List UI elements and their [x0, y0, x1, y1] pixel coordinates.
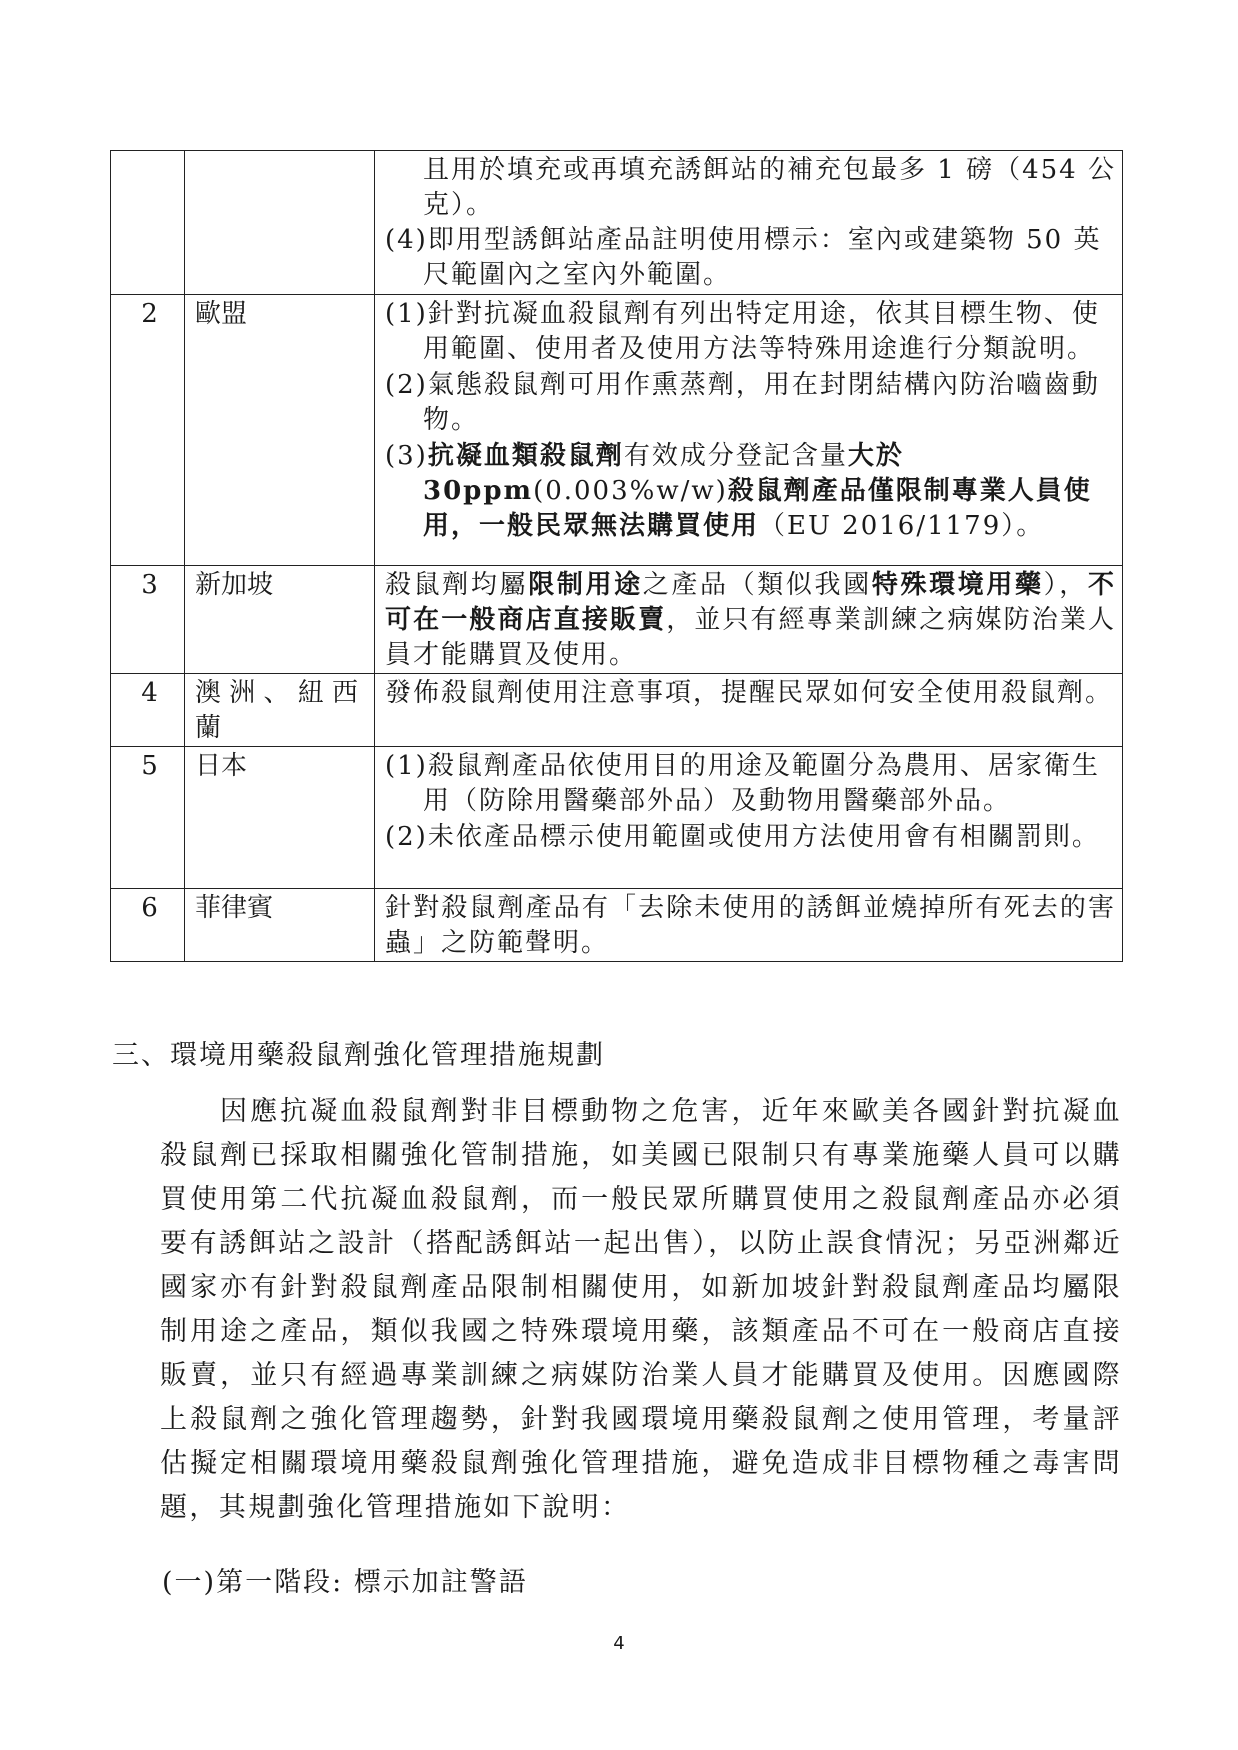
- plain-text: 殺鼠劑均屬: [385, 570, 529, 600]
- country-cell: 日本: [185, 747, 375, 889]
- list-item: (2)未依產品標示使用範圍或使用方法使用會有相關罰則。: [385, 822, 1100, 852]
- bold-text: 限制用途: [528, 570, 643, 600]
- bold-text: 大於 30ppm: [423, 441, 904, 506]
- content-cell: [375, 889, 1123, 962]
- row-number-cell: 5: [111, 747, 185, 889]
- section-heading: 三、環境用藥殺鼠劑強化管理措施規劃: [112, 1040, 605, 1071]
- row-number-cell: 3: [111, 566, 185, 674]
- table-row: [111, 674, 1123, 747]
- table-row: [111, 295, 1123, 566]
- list-item: (4)即用型誘餌站產品註明使用標示：室內或建築物 50 英尺範圍內之室內外範圍。: [385, 225, 1102, 290]
- regulation-table: [110, 150, 1123, 962]
- body-paragraph: 因應抗凝血殺鼠劑對非目標動物之危害，近年來歐美各國針對抗凝血殺鼠劑已採取相關強化管制措施，如美國已限制只有專業施藥人員可以購買使用第二代抗凝血殺鼠劑，而一般民眾所購買使用之殺鼠劑產品亦必須要有誘餌站之設計（搭配誘餌站一起出售），以防止誤食情況；另亞洲鄰近國家亦有針對殺鼠劑產品限制相關使用，如新加坡針對殺鼠劑產品均屬限制用途之產品，類似我國之特殊環境用藥，該類產品不可在一般商店直接販賣，並只有經過專業訓練之病媒防治業人員才能購買及使用。因應國際上殺鼠劑之強化管理趨勢，針對我國環境用藥殺鼠劑之使用管理，考量評估擬定相關環境用藥殺鼠劑強化管理措施，避免造成非目標物種之毒害問題，其規劃強化管理措施如下說明：: [160, 1096, 1122, 1523]
- content-cell: [375, 747, 1123, 889]
- list-item: 且用於填充或再填充誘餌站的補充包最多 1 磅（454 公克）。: [423, 155, 1116, 220]
- country-cell: [185, 151, 375, 295]
- bold-text: 抗凝血類殺鼠劑: [427, 441, 624, 471]
- country-cell: 菲律賓: [185, 889, 375, 962]
- plain-text: ，並只有經專業訓練之病媒防治業人員才能購買及使用。: [385, 605, 1116, 670]
- row-number-cell: [111, 151, 185, 295]
- page-number: 4: [613, 1633, 625, 1654]
- table-row: [111, 566, 1123, 674]
- plain-text: ），: [1043, 570, 1088, 600]
- phase-heading: (一)第一階段: 標示加註警語: [162, 1567, 528, 1598]
- list-item: (1)針對抗凝血殺鼠劑有列出特定用途，依其目標生物、使用範圍、使用者及使用方法等特殊用途進行分類說明。: [385, 299, 1100, 364]
- cell-paragraph: 發佈殺鼠劑使用注意事項，提醒民眾如何安全使用殺鼠劑。: [385, 678, 1114, 708]
- country-cell: 新加坡: [185, 566, 375, 674]
- table-row: [111, 151, 1123, 295]
- cell-paragraph: [385, 568, 1116, 673]
- list-item: (2)氣態殺鼠劑可用作熏蒸劑，用在封閉結構內防治嚙齒動物。: [385, 370, 1100, 435]
- bold-text: 殺鼠劑產品僅限制專業人員使用，一般民眾無法購買使用: [423, 476, 1092, 541]
- list-item: [385, 439, 1116, 544]
- table-row: [111, 889, 1123, 962]
- row-number-cell: 6: [111, 889, 185, 962]
- plain-text: （EU 2016/1179）。: [759, 511, 1045, 541]
- cell-paragraph: 針對殺鼠劑產品有「去除未使用的誘餌並燒掉所有死去的害蟲」之防範聲明。: [385, 893, 1116, 958]
- item-prefix: (3): [385, 441, 428, 471]
- row-number-cell: 2: [111, 295, 185, 566]
- bold-text: 特殊環境用藥: [871, 570, 1044, 600]
- content-cell: [375, 151, 1123, 295]
- country-cell: 澳 洲 、 紐 西 蘭: [185, 674, 375, 747]
- list-item: (1)殺鼠劑產品依使用目的用途及範圍分為農用、居家衛生用（防除用醫藥部外品）及動物用醫藥部外品。: [385, 751, 1100, 816]
- content-cell: [375, 566, 1123, 674]
- content-cell: [375, 674, 1123, 747]
- row-number-cell: 4: [111, 674, 185, 747]
- country-cell: 歐盟: [185, 295, 375, 566]
- plain-text: 之產品（類似我國: [642, 570, 872, 600]
- plain-text: (0.003%w/w): [533, 476, 728, 506]
- bold-text: 不可在一般商店直接販賣: [385, 570, 1116, 635]
- table-row: [111, 747, 1123, 889]
- content-cell: [375, 295, 1123, 566]
- plain-text: 有效成分登記含量: [623, 441, 848, 471]
